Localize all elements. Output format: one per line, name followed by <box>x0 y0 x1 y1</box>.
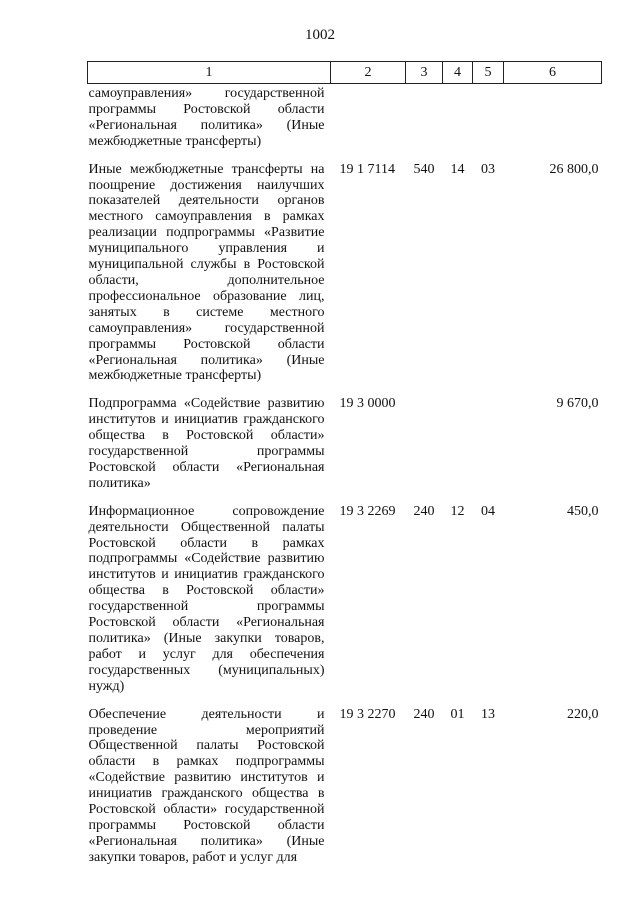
column-header-1: 1 <box>88 62 331 84</box>
column-header-6: 6 <box>504 62 602 84</box>
row-vr: 240 <box>413 503 435 519</box>
row-vr: 540 <box>413 161 435 177</box>
table-row <box>88 707 602 878</box>
table-row <box>88 396 602 503</box>
table-header <box>88 62 602 84</box>
row-code: 19 3 0000 <box>339 396 396 412</box>
row-rz: 14 <box>450 161 465 177</box>
row-amount: 450,0 <box>567 503 599 519</box>
row-code <box>331 84 406 162</box>
row-code: 19 3 2270 <box>339 706 396 722</box>
row-amount: 9 670,0 <box>556 396 599 412</box>
column-header-5: 5 <box>473 62 504 84</box>
row-rz <box>443 84 473 162</box>
row-code: 19 1 7114 <box>339 161 395 177</box>
row-vr: 240 <box>413 706 435 722</box>
row-rz: 01 <box>450 706 465 722</box>
row-pr: 13 <box>481 706 495 722</box>
page-number: 1002 <box>305 27 335 43</box>
budget-table <box>87 61 602 878</box>
row-vr <box>406 396 443 503</box>
column-header-3: 3 <box>406 62 443 84</box>
column-header-2: 2 <box>331 62 406 84</box>
row-pr: 04 <box>481 503 495 519</box>
row-code: 19 3 2269 <box>339 503 396 519</box>
table-body <box>88 84 602 878</box>
row-name: самоуправления» государственной программы Ростовской области «Региональная политика» (Иные межбюджетные трансферты) <box>88 86 325 149</box>
table-row <box>88 84 602 162</box>
table-row <box>88 504 602 707</box>
header-row <box>88 62 602 84</box>
row-rz: 12 <box>450 503 465 519</box>
row-rz <box>443 396 473 503</box>
row-name: Обеспечение деятельности и проведение мероприятий Общественной палаты Ростовской области в рамках подпрограммы «Содействие развитию институтов и инициатив гражданского общества в Ростовской области» государственной программы Ростовской области «Региональная политика» (Иные закупки товаров, работ и услуг для <box>88 706 325 865</box>
row-amount <box>504 84 602 162</box>
row-vr <box>406 84 443 162</box>
table-row <box>88 162 602 397</box>
row-name: Иные межбюджетные трансферты на поощрение достижения наилучших показателей деятельности органов местного самоуправления в рамках реализации подпрограммы «Развитие муниципального управления и муниципальной службы в Ростовской области, дополнительное профессиональное образование лиц, занятых в системе местного самоуправления» государственной программы Ростовской области «Региональная политика» (Иные межбюджетные трансферты) <box>88 161 325 384</box>
row-amount: 220,0 <box>567 706 599 722</box>
row-amount: 26 800,0 <box>549 161 599 177</box>
row-pr: 03 <box>481 161 495 177</box>
row-pr <box>473 84 504 162</box>
row-name: Информационное сопровождение деятельности Общественной палаты Ростовской области в рамках подпрограммы «Содействие развитию институтов и инициатив гражданского общества в Ростовской области» государственной программы Ростовской области «Региональная политика» (Иные закупки товаров, работ и услуг для обеспечения государственных (муниципальных) нужд) <box>88 503 325 694</box>
column-header-4: 4 <box>443 62 473 84</box>
row-name: Подпрограмма «Содействие развитию институтов и инициатив гражданского общества в Ростовской области» государственной программы Ростовской области «Региональная политика» <box>88 396 325 491</box>
row-pr <box>473 396 504 503</box>
